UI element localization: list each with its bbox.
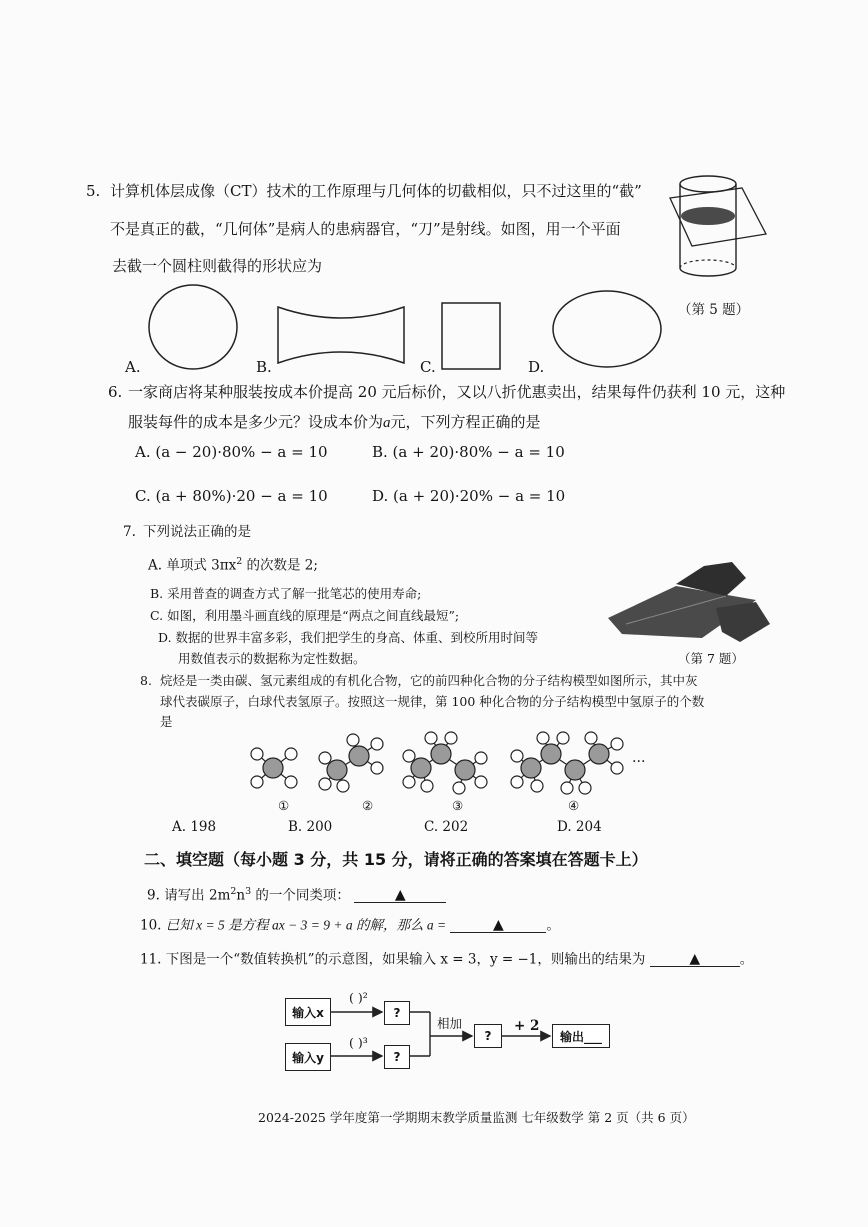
machine-add-label: 相加 xyxy=(437,1016,463,1031)
machine-sum-result: ? xyxy=(474,1024,502,1048)
q8-label-4: ④ xyxy=(568,798,580,813)
q5-fig-caption: （第 5 题） xyxy=(678,302,750,318)
q8-line2: 球代表碳原子，白球代表氢原子。按照这一规律，第 100 种化合物的分子结构模型中氢原子的个数 xyxy=(160,694,705,709)
q7-option-b: B. 采用普查的调查方式了解一批笔芯的使用寿命; xyxy=(150,586,422,601)
machine-input-y: 输入y xyxy=(285,1043,331,1071)
q7-option-c: C. 如图，利用墨斗画直线的原理是“两点之间直线最短”; xyxy=(150,608,460,623)
q6-option-b: B. (a + 20)·80% − a = 10 xyxy=(372,443,565,461)
q7-stem: 下列说法正确的是 xyxy=(143,524,251,540)
machine-cube-op: ( )³ xyxy=(349,1035,368,1050)
q5-line1: 计算机体层成像（CT）技术的工作原理与几何体的切截相似，只不过这里的“截” xyxy=(110,182,642,200)
section-2-title: 二、填空题（每小题 3 分，共 15 分，请将正确的答案填在答题卡上） xyxy=(144,850,648,869)
q8-option-b: B. 200 xyxy=(288,819,333,835)
machine-plus-two: + 2 xyxy=(514,1018,540,1034)
q11: 11. 下图是一个“数值转换机”的示意图，如果输入 x = 3，y = −1，则输出的结果为 ▲ 。 xyxy=(140,951,754,968)
q10: 10. 已知 x = 5 是方程 ax − 3 = 9 + a 的解，那么 a = ▲ 。 xyxy=(140,917,560,934)
q6-line2: 服装每件的成本是多少元？设成本价为a元，下列方程正确的是 xyxy=(128,413,541,431)
machine-square-result: ? xyxy=(384,1001,410,1025)
q5-option-c: C. xyxy=(420,358,436,376)
q9: 9. 请写出 $2m^2n^3$ 的一个同类项： ▲ xyxy=(147,887,446,903)
q5-option-d: D. xyxy=(528,358,545,376)
q8-option-a: A. 198 xyxy=(172,819,217,835)
machine-square-op: ( )² xyxy=(349,990,368,1005)
q8-line3: 是 xyxy=(160,714,173,729)
q8-line1: 烷烃是一类由碳、氢元素组成的有机化合物，它的前四种化合物的分子结构模型如图所示，其中灰 xyxy=(160,673,698,688)
q7-option-a: A. 单项式 $3\pi x^2$ 的次数是 2; xyxy=(148,556,318,574)
q8-number: 8. xyxy=(140,673,152,688)
q11-answer-blank: ▲ xyxy=(650,952,740,967)
q6-option-d: D. (a + 20)·20% − a = 10 xyxy=(372,487,566,505)
q9-answer-blank: ▲ xyxy=(354,888,446,903)
q5-number: 5. xyxy=(86,182,101,200)
q6-option-a: A. (a − 20)·80% − a = 10 xyxy=(135,443,328,461)
q8-option-d: D. 204 xyxy=(557,819,602,835)
page-footer: 2024-2025 学年度第一学期期末教学质量监测 七年级数学 第 2 页（共 6 页） xyxy=(258,1110,695,1125)
q5-option-b: B. xyxy=(256,358,272,376)
q8-ellipsis: … xyxy=(632,750,646,766)
q8-label-1: ① xyxy=(278,798,290,813)
q7-number: 7. xyxy=(123,524,136,540)
q7-option-d-line2: 用数值表示的数据称为定性数据。 xyxy=(178,651,366,666)
q10-answer-blank: ▲ xyxy=(450,918,546,933)
machine-input-x: 输入x xyxy=(285,998,331,1026)
q7-option-d-line1: D. 数据的世界丰富多彩，我们把学生的身高、体重、到校所用时间等 xyxy=(158,630,539,645)
q5-option-a: A. xyxy=(125,358,141,376)
machine-output: 输出___ xyxy=(552,1024,610,1048)
q6-line1: 一家商店将某种服装按成本价提高 20 元后标价，又以八折优惠卖出，结果每件仍获利 10 元，这种 xyxy=(128,383,786,401)
q8-label-3: ③ xyxy=(452,798,464,813)
q5-line3: 去截一个圆柱则截得的形状应为 xyxy=(112,257,323,275)
q8-label-2: ② xyxy=(362,798,374,813)
q6-number: 6. xyxy=(108,383,123,401)
q8-option-c: C. 202 xyxy=(424,819,469,835)
q7-fig-caption: （第 7 题） xyxy=(678,651,744,666)
machine-cube-result: ? xyxy=(384,1045,410,1069)
q6-option-c: C. (a + 80%)·20 − a = 10 xyxy=(135,487,328,505)
q5-line2: 不是真正的截，“几何体”是病人的患病器官，“刀”是射线。如图，用一个平面 xyxy=(110,220,621,238)
